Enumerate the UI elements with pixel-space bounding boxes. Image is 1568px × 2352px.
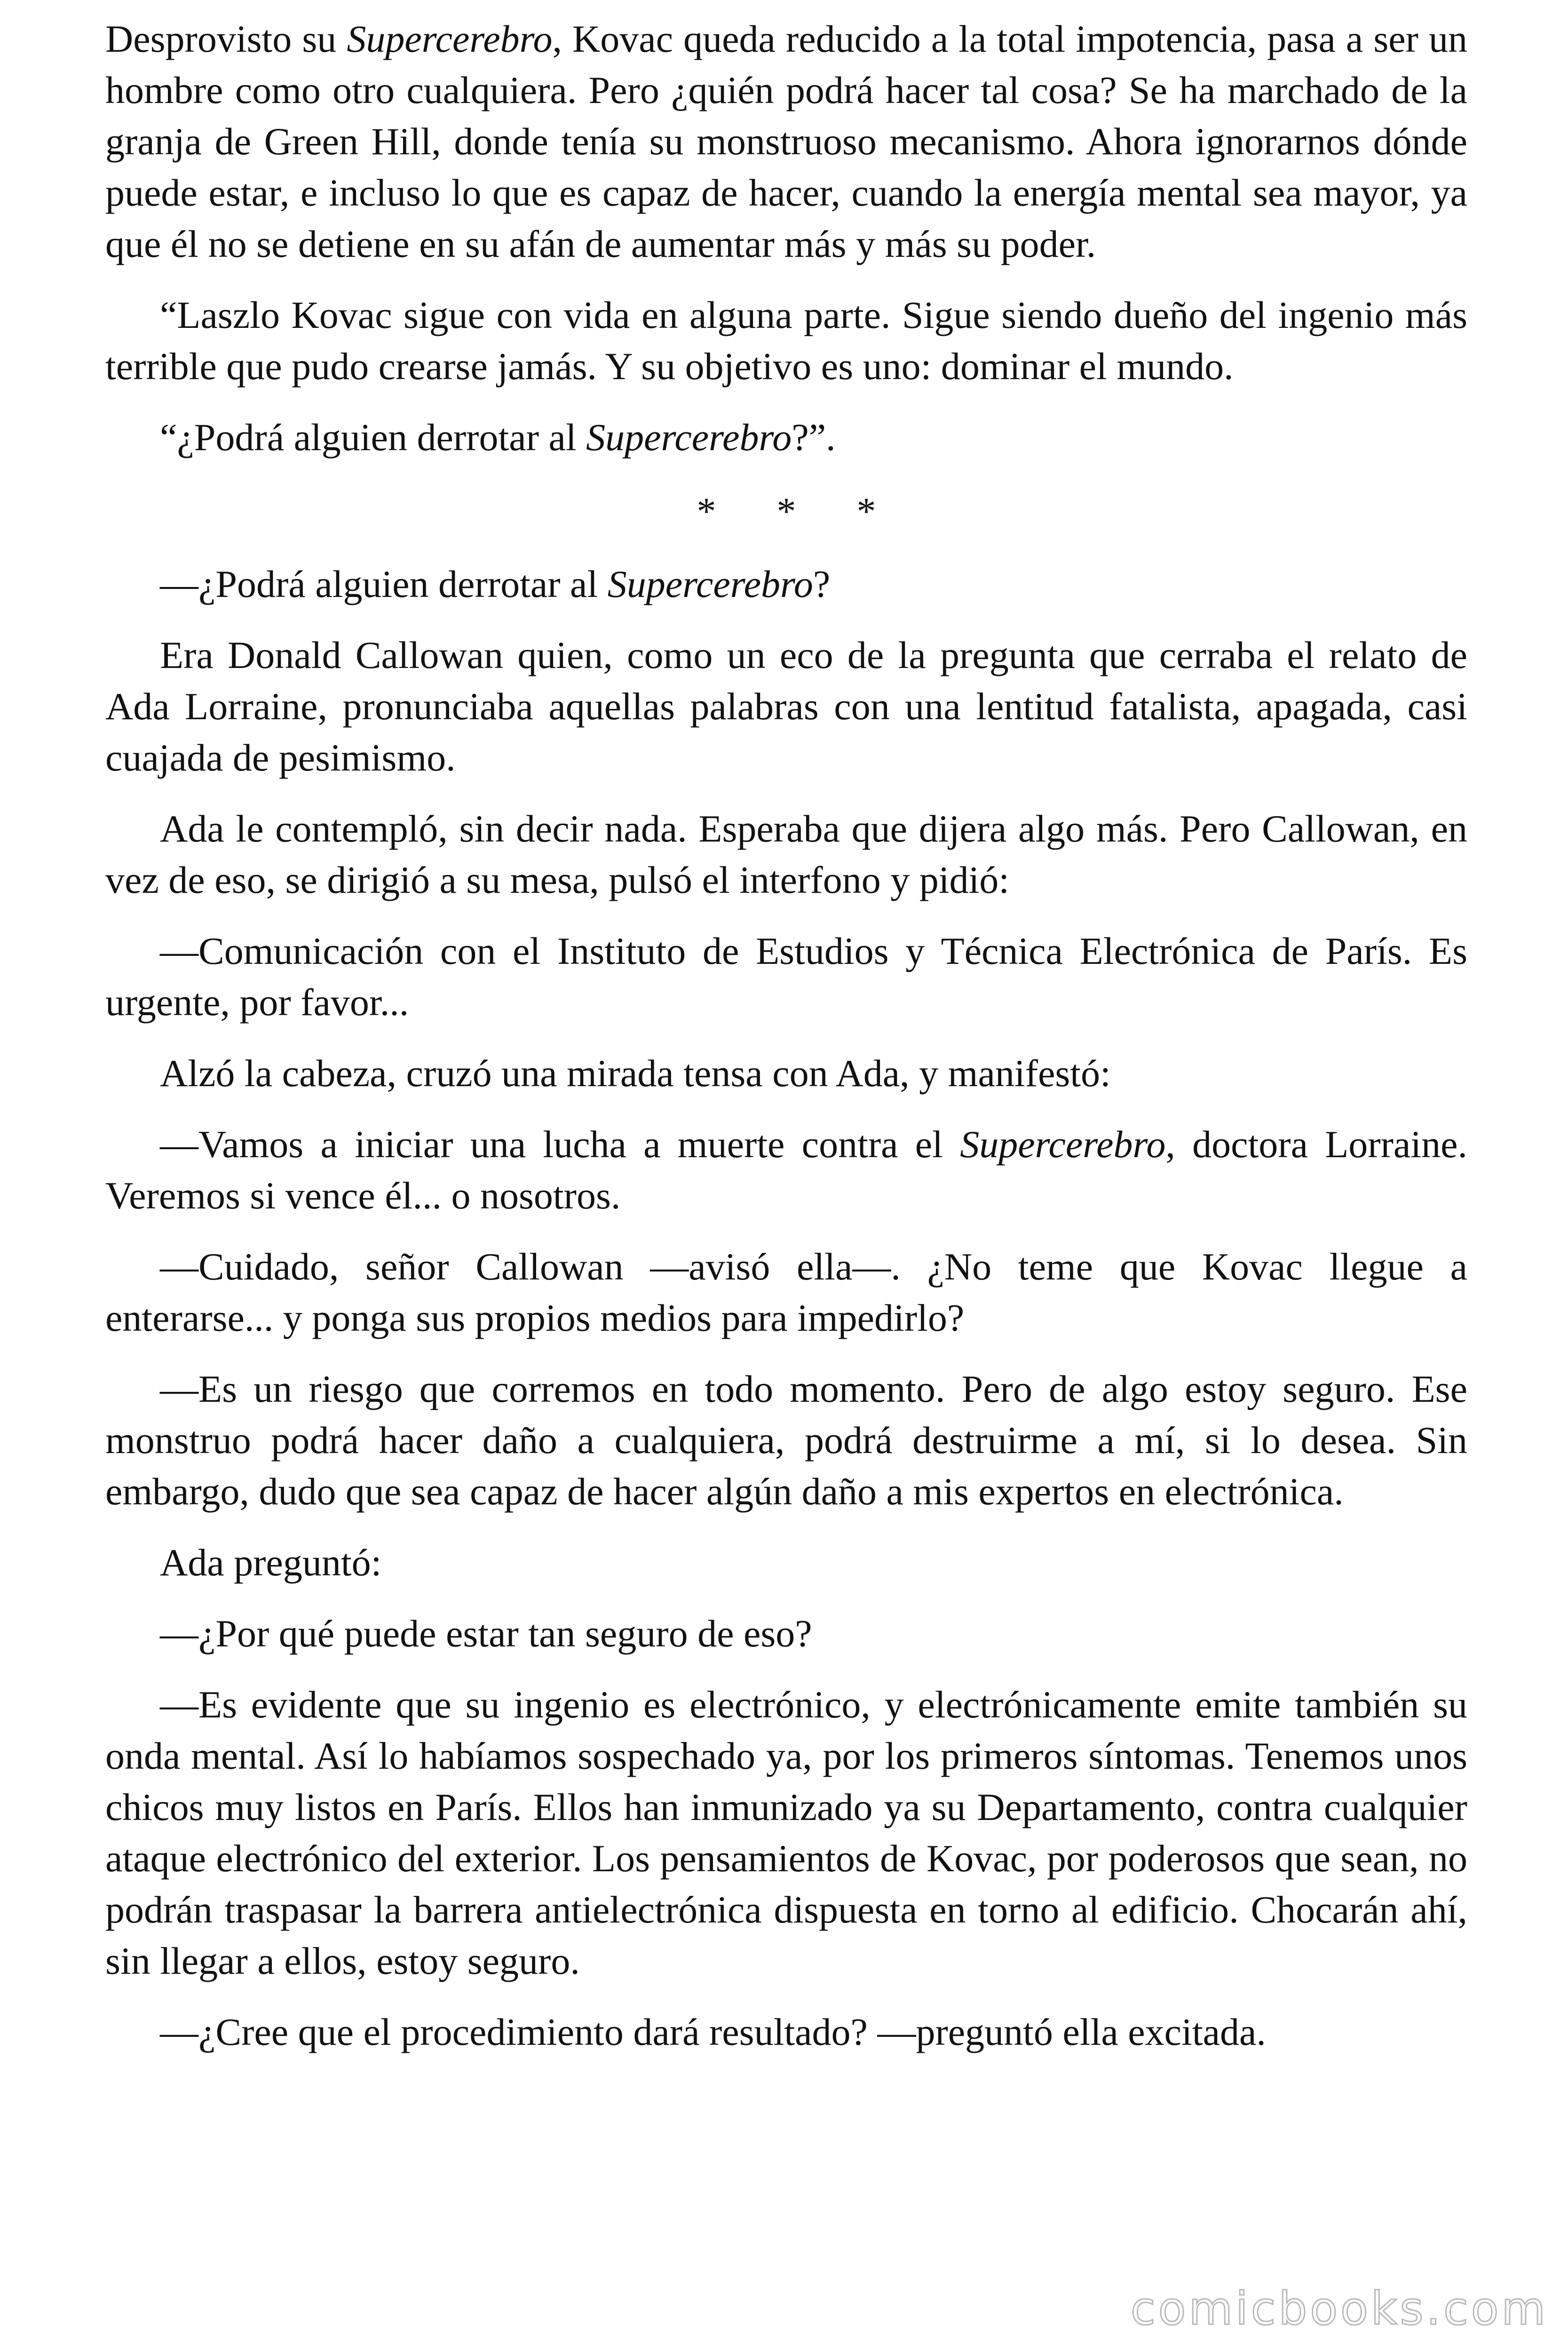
- paragraph-text: ?: [813, 563, 831, 605]
- paragraph: [105, 1363, 1467, 1517]
- document-page: [105, 13, 1467, 2058]
- paragraph-text: , Kovac queda reducido a la total impotencia, pasa a ser un hombre como otro cualquiera. Pero ¿quién podrá hacer tal cosa? Se ha marchado de la granja de Green Hill, donde tenía su monstruoso mecanismo. Ahora ignorarnos dónde puede estar, e incluso lo que es capaz de hacer, cuando la energía mental sea mayor, ya que él no se detiene en su afán de aumentar más y más su poder.: [105, 17, 1467, 265]
- italic-text: Supercerebro: [607, 563, 813, 605]
- separator-asterisk: *: [856, 490, 876, 532]
- paragraph-text: —Es un riesgo que corremos en todo momento. Pero de algo estoy seguro. Ese monstruo podrá hacer daño a cualquiera, podrá destruirme a mí, si lo desea. Sin embargo, dudo que sea capaz de hacer algún daño a mis expertos en electrónica.: [105, 1367, 1467, 1513]
- italic-text: Supercerebro: [586, 416, 792, 459]
- paragraph: [105, 412, 1467, 463]
- paragraph: [105, 1679, 1467, 1986]
- paragraph-text: Ada preguntó:: [160, 1541, 382, 1584]
- paragraph-text: —Vamos a iniciar una lucha a muerte contra el: [160, 1123, 960, 1166]
- paragraph-text: Desprovisto su: [105, 17, 347, 60]
- separator-asterisk: *: [776, 490, 796, 532]
- paragraph: [105, 1608, 1467, 1659]
- paragraph: [105, 1537, 1467, 1588]
- paragraph: [105, 558, 1467, 610]
- paragraph: [105, 1119, 1467, 1221]
- paragraph-text: —¿Podrá alguien derrotar al: [160, 563, 608, 605]
- paragraph-text: ?”.: [792, 416, 836, 459]
- paragraph: [105, 803, 1467, 906]
- paragraph-text: —Es evidente que su ingenio es electrónico, y electrónicamente emite también su onda mental. Así lo habíamos sospechado ya, por los primeros síntomas. Tenemos unos chicos muy listos en París. Ellos han inmunizado ya su Departamento, contra cualquier ataque electrónico del exterior. Los pensamientos de Kovac, por poderosos que sean, no podrán traspasar la barrera antielectrónica dispuesta en torno al edificio. Chocarán ahí, sin llegar a ellos, estoy seguro.: [105, 1683, 1467, 1982]
- paragraph: [105, 13, 1467, 270]
- paragraph: [105, 1048, 1467, 1099]
- paragraph: [105, 2006, 1467, 2058]
- paragraph-text: Era Donald Callowan quien, como un eco de la pregunta que cerraba el relato de Ada Lorraine, pronunciaba aquellas palabras con una lentitud fatalista, apagada, casi cuajada de pesimismo.: [105, 634, 1467, 779]
- paragraph-text: Ada le contempló, sin decir nada. Esperaba que dijera algo más. Pero Callowan, en vez de eso, se dirigió a su mesa, pulsó el interfono y pidió:: [105, 807, 1467, 901]
- paragraph-text: Alzó la cabeza, cruzó una mirada tensa con Ada, y manifestó:: [160, 1052, 1111, 1095]
- paragraph-text: “¿Podrá alguien derrotar al: [160, 416, 586, 459]
- italic-text: Supercerebro: [347, 17, 553, 60]
- watermark-logo: comicbooks.com: [1130, 2282, 1548, 2335]
- paragraph-text: —¿Cree que el procedimiento dará resultado? —preguntó ella excitada.: [160, 2010, 1266, 2053]
- paragraph: [105, 629, 1467, 783]
- paragraph: [105, 1241, 1467, 1343]
- separator-asterisk: *: [697, 490, 716, 532]
- paragraph: [105, 925, 1467, 1028]
- paragraph: [105, 289, 1467, 392]
- paragraph-text: —Cuidado, señor Callowan —avisó ella—. ¿No teme que Kovac llegue a enterarse... y ponga sus propios medios para impedirlo?: [105, 1245, 1467, 1339]
- italic-text: Supercerebro: [960, 1123, 1166, 1166]
- paragraph-text: “Laszlo Kovac sigue con vida en alguna parte. Sigue siendo dueño del ingenio más terrible que pudo crearse jamás. Y su objetivo es uno: dominar el mundo.: [105, 294, 1467, 388]
- paragraph-text: , doctora Lorraine. Veremos si vence él... o nosotros.: [105, 1123, 1467, 1217]
- paragraph-text: —Comunicación con el Instituto de Estudios y Técnica Electrónica de París. Es urgente, por favor...: [105, 930, 1467, 1024]
- section-separator: [105, 485, 1467, 537]
- paragraph-text: —¿Por qué puede estar tan seguro de eso?: [160, 1612, 812, 1655]
